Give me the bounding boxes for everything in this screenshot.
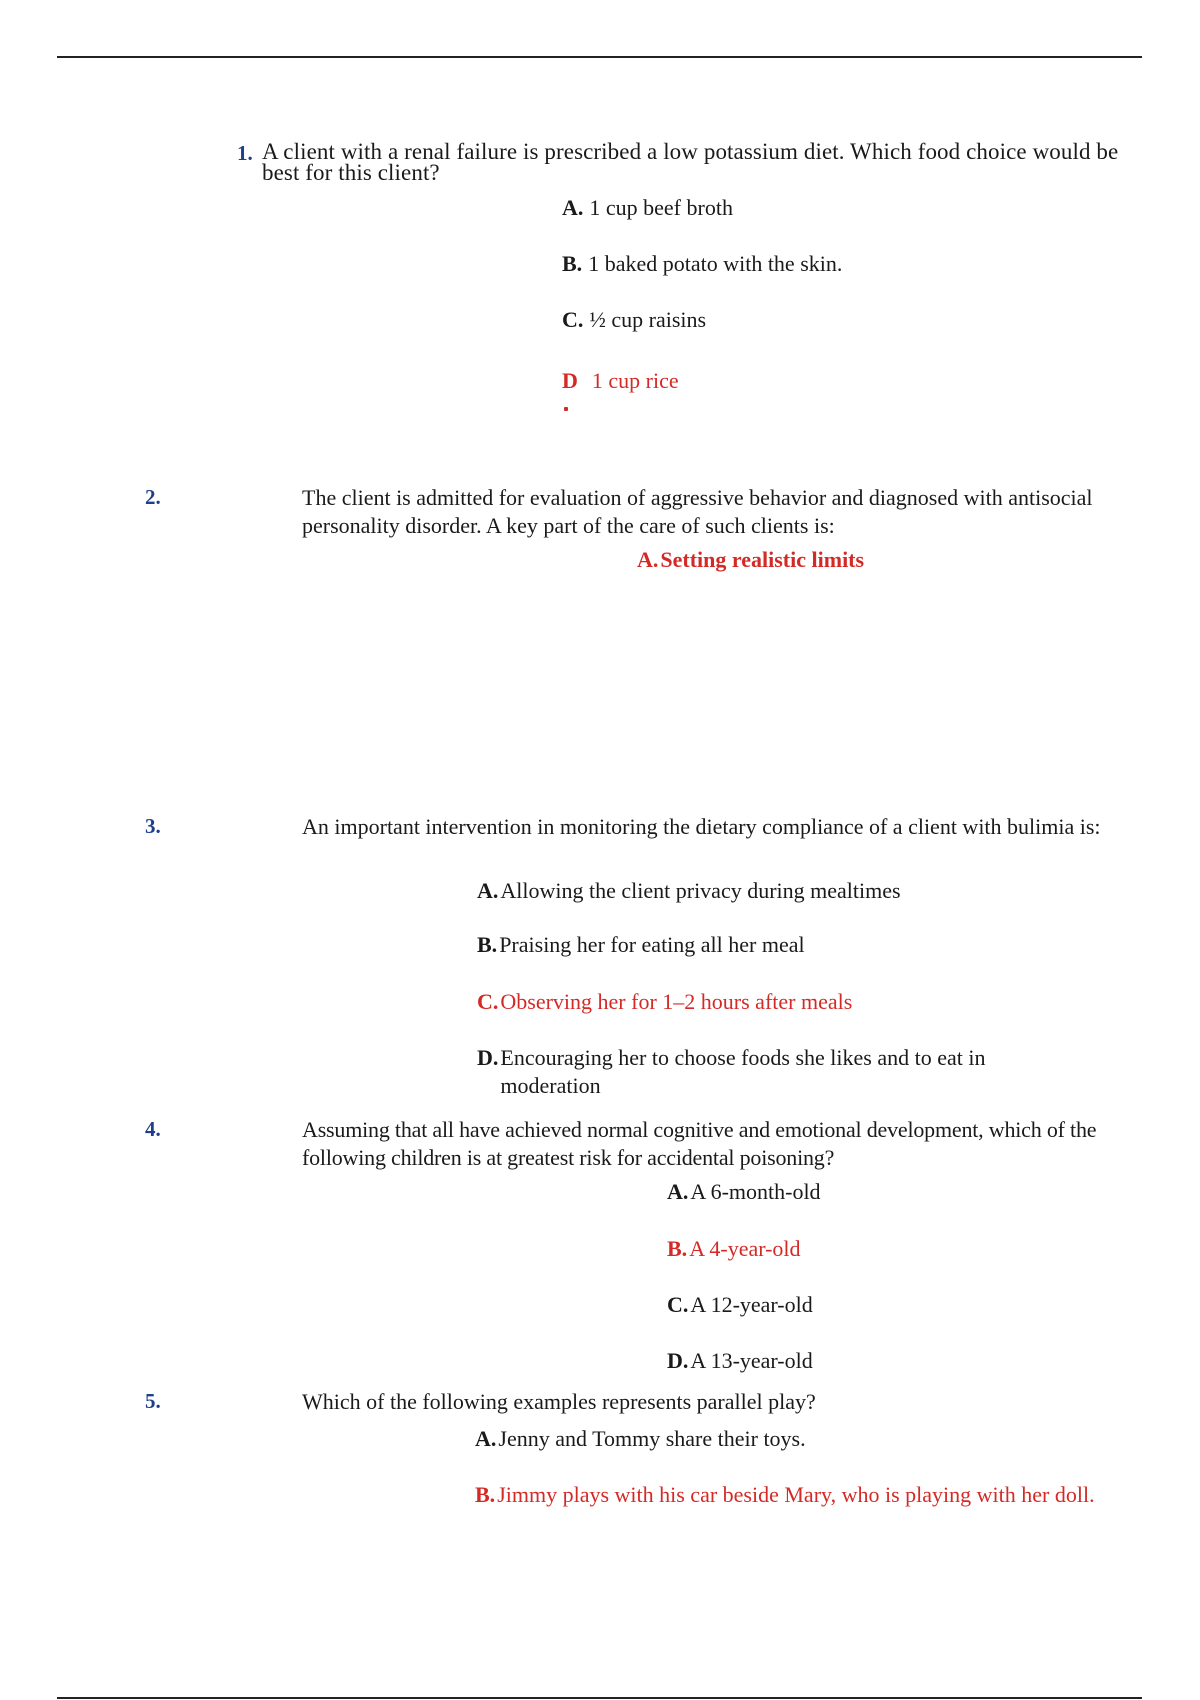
option-c[interactable] (562, 306, 706, 334)
question-text: Assuming that all have achieved normal cognitive and emotional development, which of the following children is at greatest risk for accidental poisoning? (302, 1117, 1097, 1170)
option-letter: D. (477, 1045, 499, 1070)
option-d[interactable] (477, 1044, 1077, 1100)
option-text: Praising her for eating all her meal (499, 932, 805, 957)
question-number: 2. (145, 485, 161, 509)
red-period-mark (564, 407, 568, 411)
question-number: 3. (145, 814, 161, 838)
question-text: Which of the following examples represents parallel play? (302, 1389, 816, 1414)
option-letter: A. (667, 1179, 689, 1204)
question-number: 1. (237, 141, 253, 165)
option-text: Allowing the client privacy during mealtimes (500, 878, 901, 903)
option-letter: B. (562, 251, 583, 276)
option-letter: A. (637, 547, 659, 572)
option-text: A 4-year-old (689, 1236, 801, 1261)
option-b-correct[interactable] (475, 1481, 1125, 1509)
option-text: A 12-year-old (690, 1292, 813, 1317)
option-letter: B. (667, 1236, 688, 1261)
option-text: Jimmy plays with his car beside Mary, who is playing with her doll. (497, 1482, 1095, 1507)
option-letter: C. (562, 307, 584, 332)
question-text: An important intervention in monitoring the dietary compliance of a client with bulimia is: (302, 814, 1101, 839)
option-a[interactable] (562, 194, 733, 222)
option-text: A 6-month-old (690, 1179, 821, 1204)
option-text: 1 baked potato with the skin. (588, 251, 843, 276)
option-b-correct[interactable] (667, 1235, 801, 1263)
option-letter: A. (477, 878, 499, 903)
option-c[interactable] (667, 1291, 813, 1319)
option-letter: A. (562, 195, 584, 220)
option-a[interactable] (667, 1178, 821, 1206)
option-a-correct[interactable] (637, 546, 864, 574)
option-a[interactable] (477, 877, 901, 905)
option-letter: C. (477, 989, 499, 1014)
bottom-rule (57, 1697, 1142, 1699)
option-text: Jenny and Tommy share their toys. (498, 1426, 806, 1451)
option-letter: D. (667, 1348, 689, 1373)
option-b[interactable] (477, 931, 805, 959)
option-d-correct[interactable] (562, 367, 679, 395)
option-letter: D (562, 368, 578, 393)
question-text: A client with a renal failure is prescribed a low potassium diet. Which food choice would be best for this client? (262, 139, 1119, 185)
option-text: 1 cup rice (591, 368, 679, 393)
option-text: Observing her for 1–2 hours after meals (500, 989, 853, 1014)
question-number: 4. (145, 1117, 161, 1141)
top-rule (57, 56, 1142, 58)
option-text: Encouraging her to choose foods she likes and to eat in moderation (500, 1045, 986, 1098)
option-letter: C. (667, 1292, 689, 1317)
option-text: 1 cup beef broth (589, 195, 733, 220)
option-letter: B. (477, 932, 498, 957)
option-c-correct[interactable] (477, 988, 852, 1016)
option-d[interactable] (667, 1347, 813, 1375)
question-text: The client is admitted for evaluation of aggressive behavior and diagnosed with antisocial personality disorder. A key part of the care of such clients is: (302, 485, 1093, 538)
option-text: Setting realistic limits (660, 547, 865, 572)
option-b[interactable] (562, 250, 842, 278)
option-a[interactable] (475, 1425, 806, 1453)
option-letter: A. (475, 1426, 497, 1451)
option-text: ½ cup raisins (589, 307, 707, 332)
question-number: 5. (145, 1389, 161, 1413)
option-text: A 13-year-old (690, 1348, 813, 1373)
option-letter: B. (475, 1482, 496, 1507)
